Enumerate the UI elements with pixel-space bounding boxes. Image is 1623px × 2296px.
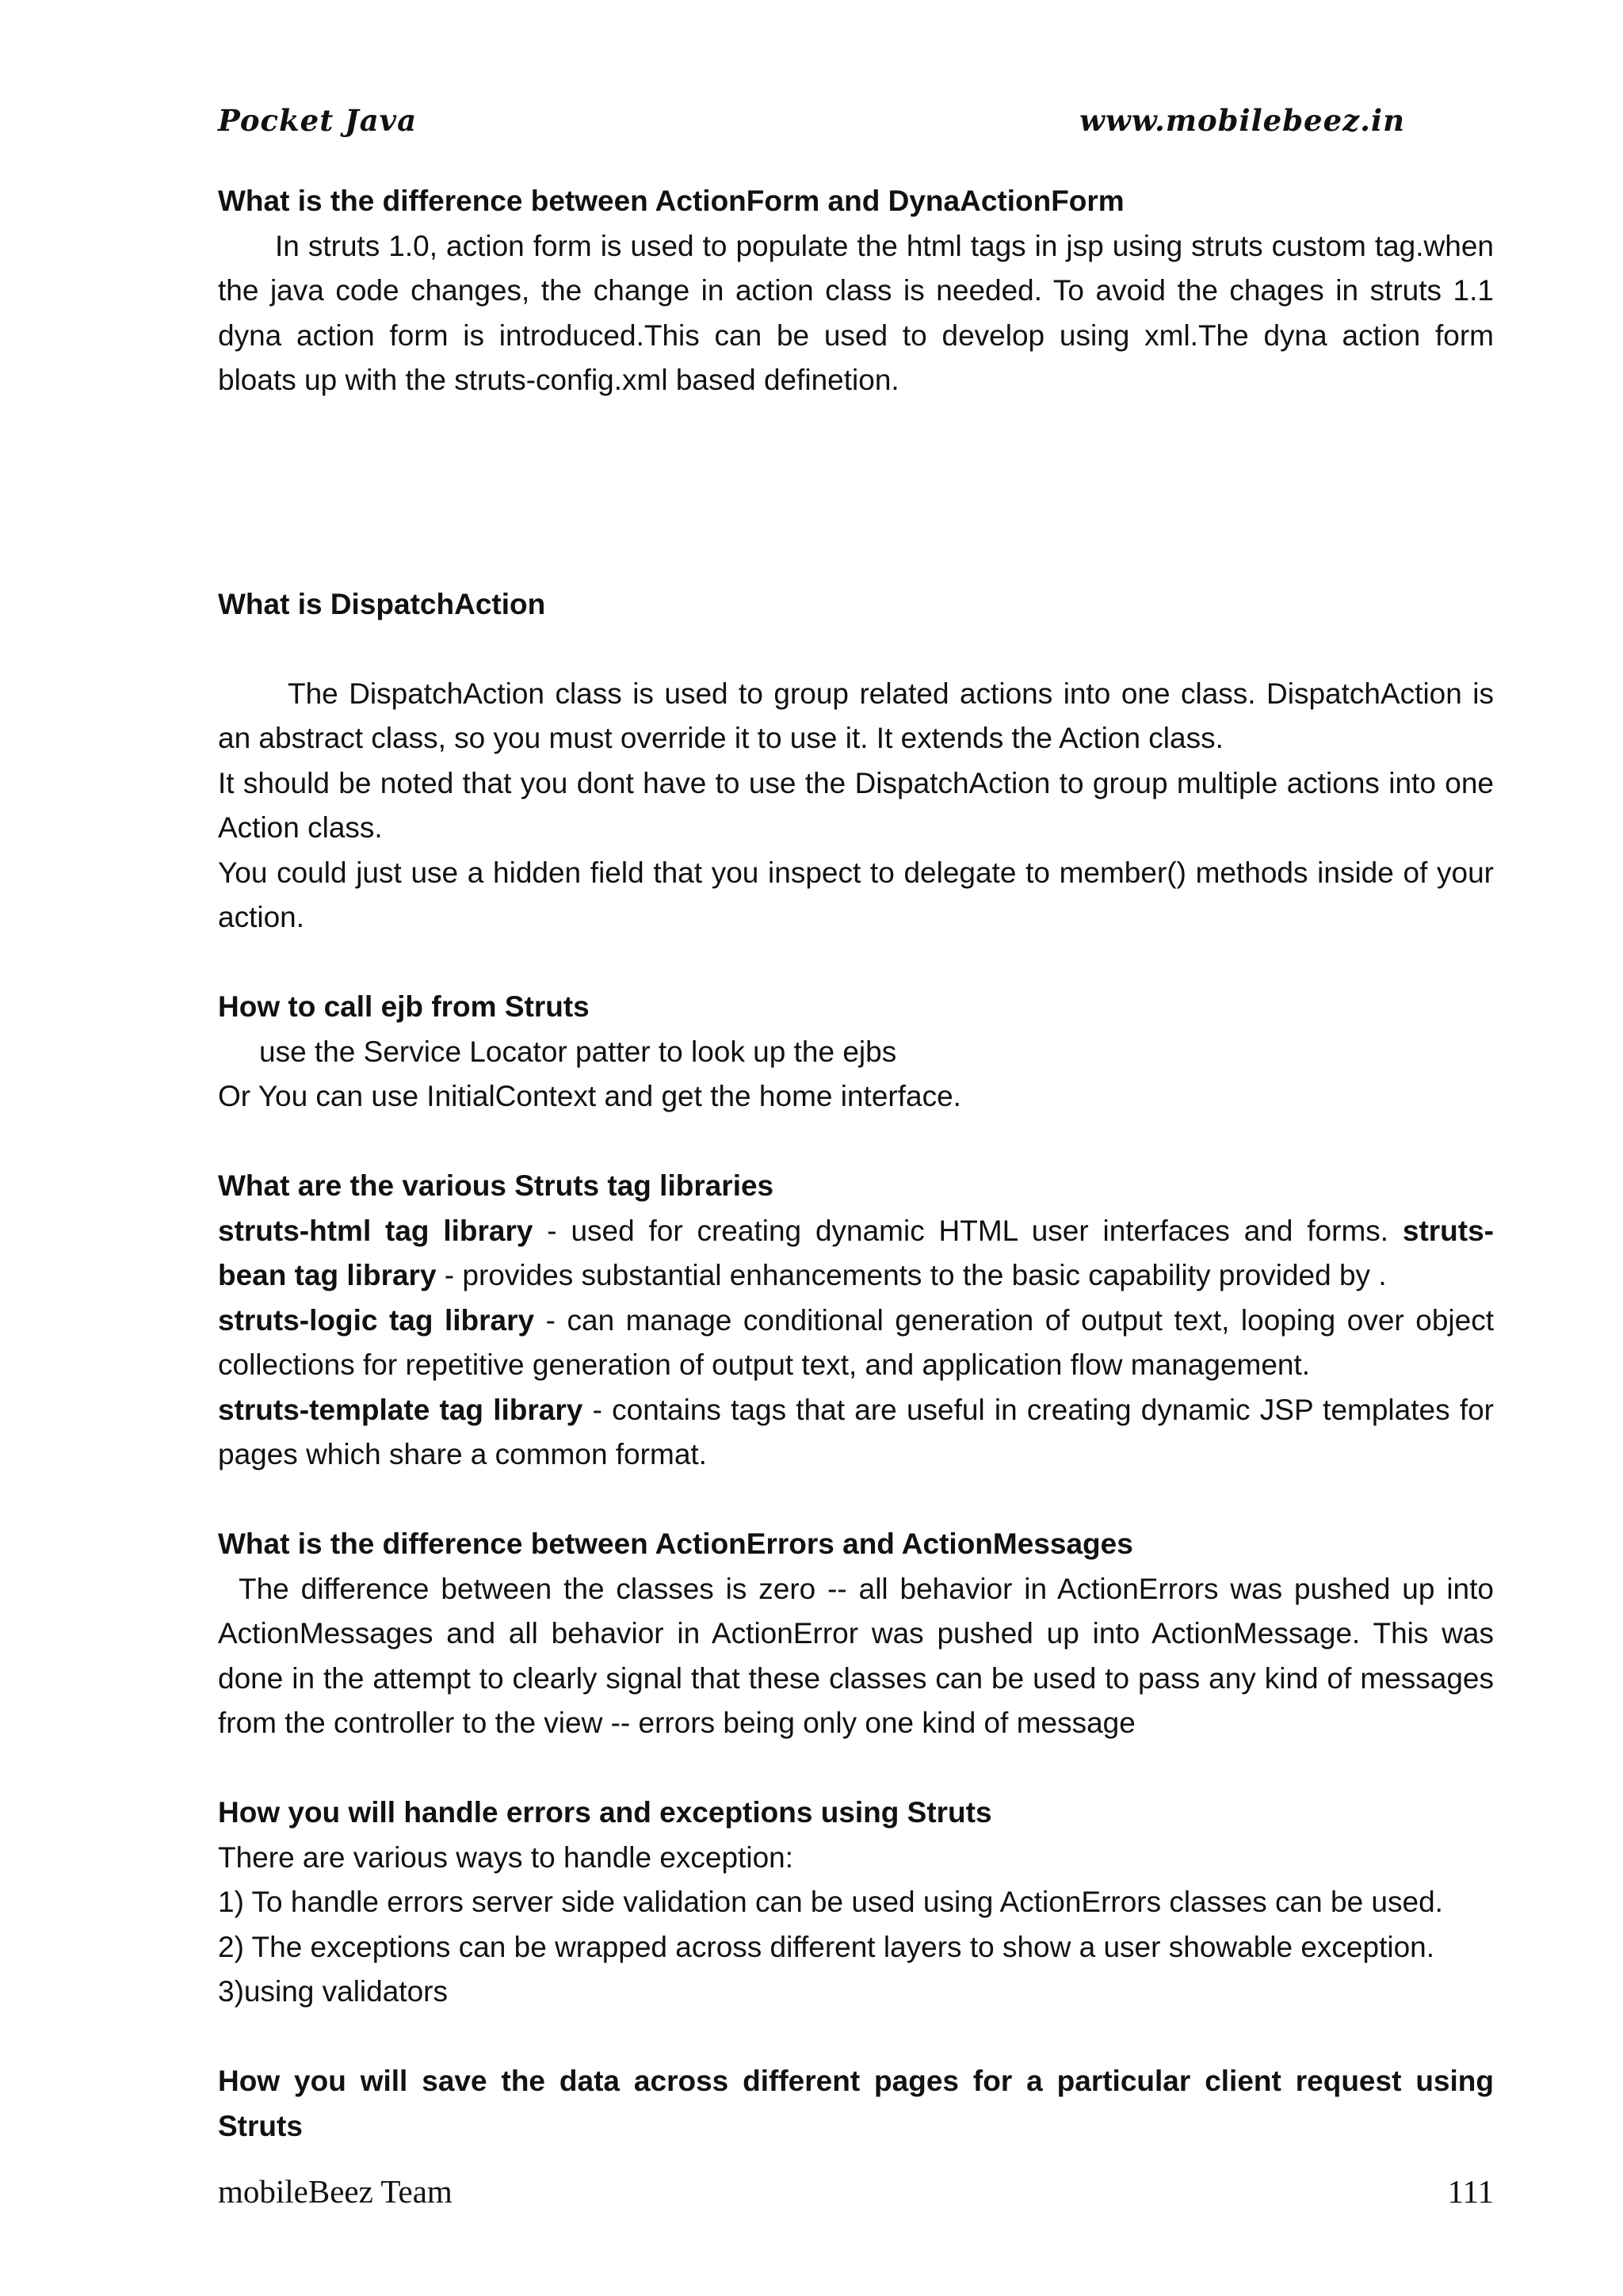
- list-item: 3)using validators: [218, 1975, 448, 2008]
- spacer: [218, 1478, 1494, 1523]
- footer-team: mobileBeez Team: [218, 2173, 453, 2210]
- list-item: 1) To handle errors server side validation can be used using ActionErrors classes can be used.: [218, 1886, 1443, 1918]
- paragraph-line: pages which share a common format.: [218, 1438, 707, 1470]
- paragraph-line: the java code changes, the change in action class is needed. To avoid the chages in struts 1.1: [218, 274, 1494, 307]
- page-footer: [218, 2172, 1494, 2220]
- list-item: 2) The exceptions can be wrapped across different layers to show a user showable exception.: [218, 1930, 1435, 1963]
- spacer: [218, 1746, 1494, 1791]
- paragraph-line: It should be noted that you dont have to use the DispatchAction to group multiple actions into one: [218, 766, 1494, 799]
- term-struts-bean-part2: bean tag library: [218, 1259, 437, 1291]
- paragraph-line: [218, 1253, 1494, 1299]
- term-description: - contains tags that are useful in creating dynamic JSP templates for: [582, 1393, 1494, 1426]
- spacer: [218, 2015, 1494, 2060]
- section-heading-tag-libraries: What are the various Struts tag libraries: [218, 1169, 774, 1202]
- page-content: [218, 179, 1494, 2149]
- paragraph-line: from the controller to the view -- errors being only one kind of message: [218, 1707, 1136, 1739]
- paragraph-line: You could just use a hidden field that you inspect to delegate to member() methods inside of your: [218, 856, 1494, 889]
- paragraph-line: The DispatchAction class is used to group related actions into one class. DispatchAction is: [288, 677, 1494, 710]
- paragraph-line: dyna action form is introduced.This can be used to develop using xml.The dyna action form: [218, 318, 1494, 352]
- section-heading-errors-exceptions: How you will handle errors and exceptions using Struts: [218, 1796, 992, 1829]
- paragraph-line: action.: [218, 901, 305, 933]
- paragraph-line: bloats up with the struts-config.xml based definetion.: [218, 364, 899, 396]
- header-website: www.mobilebeez.in: [1079, 103, 1405, 138]
- paragraph-line: collections for repetitive generation of output text, and application flow management.: [218, 1348, 1311, 1381]
- paragraph-line: In struts 1.0, action form is used to populate the html tags in jsp using struts custom tag.when: [275, 229, 1494, 262]
- section-heading-call-ejb: How to call ejb from Struts: [218, 990, 590, 1023]
- paragraph-line: ActionMessages and all behavior in ActionError was pushed up into ActionMessage. This was: [218, 1617, 1494, 1650]
- term-description: - can manage conditional generation of output text, looping over object: [534, 1303, 1494, 1337]
- paragraph-line: There are various ways to handle exception:: [218, 1840, 794, 1874]
- paragraph-line: [218, 1209, 1494, 1254]
- paragraph-line: Or You can use InitialContext and get the home interface.: [218, 1080, 961, 1112]
- term-struts-template: struts-template tag library: [218, 1393, 583, 1426]
- section-heading-dispatchaction: What is DispatchAction: [218, 587, 546, 620]
- paragraph-line: [218, 1388, 1494, 1433]
- term-description: - provides substantial enhancements to the basic capability provided by .: [436, 1259, 1387, 1291]
- paragraph-line: an abstract class, so you must override it to use it. It extends the Action class.: [218, 722, 1224, 754]
- section-heading-actionerrors-vs-actionmessages: What is the difference between ActionErrors and ActionMessages: [218, 1527, 1133, 1560]
- term-struts-html: struts-html tag library: [218, 1214, 533, 1247]
- paragraph-line: Action class.: [218, 811, 383, 844]
- paragraph-line: done in the attempt to clearly signal that these classes can be used to pass any kind of messages: [218, 1661, 1494, 1695]
- paragraph-line: use the Service Locator patter to look up the ejbs: [259, 1035, 897, 1068]
- section-heading-save-data-cont: Struts: [218, 2109, 303, 2142]
- spacer: [218, 403, 1494, 582]
- term-struts-logic: struts-logic tag library: [218, 1303, 535, 1337]
- header-book-title: Pocket Java: [218, 103, 418, 138]
- paragraph-line: The difference between the classes is zero -- all behavior in ActionErrors was pushed up into: [239, 1572, 1494, 1605]
- spacer: [218, 1119, 1494, 1165]
- section-heading-save-data: How you will save the data across different pages for a particular client request using: [218, 2065, 1494, 2097]
- spacer: [218, 627, 1494, 672]
- term-struts-bean-part1: struts-: [1402, 1214, 1494, 1247]
- paragraph-line: [218, 1299, 1494, 1344]
- page-number: 111: [1447, 2173, 1494, 2210]
- section-heading-actionform-vs-dynaactionform: What is the difference between ActionForm and DynaActionForm: [218, 185, 1125, 217]
- page-header: [218, 103, 1405, 151]
- spacer: [218, 940, 1494, 986]
- term-description: - used for creating dynamic HTML user interfaces and forms.: [533, 1214, 1403, 1247]
